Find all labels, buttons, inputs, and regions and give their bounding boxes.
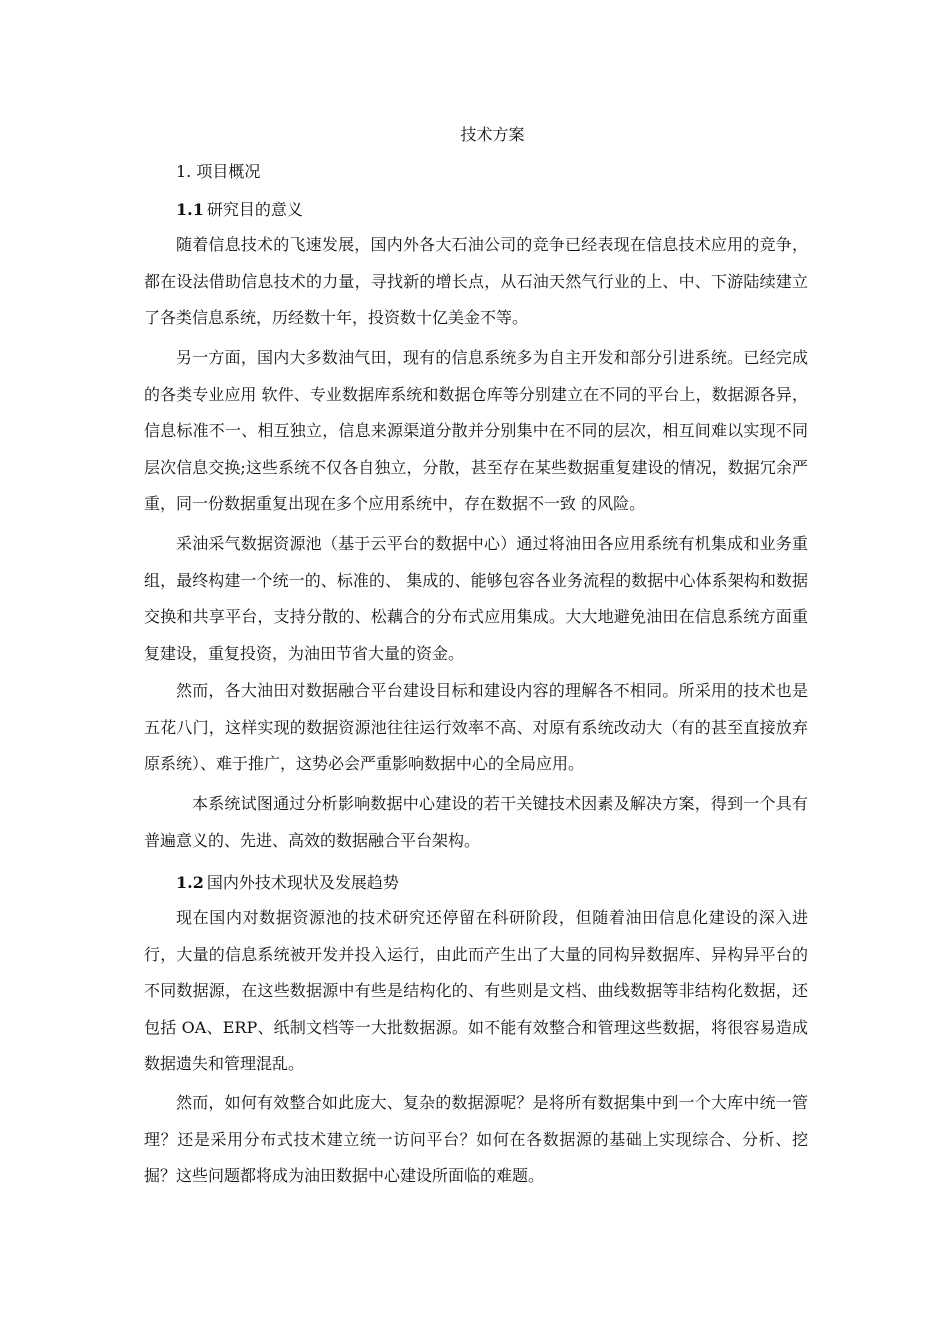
paragraph-1-2-1: 现在国内对数据资源池的技术研究还停留在科研阶段，但随着油田信息化建设的深入进行，大量的信息系统被开发并投入运行，由此而产生出了大量的同构异数据库、异构异平台的不同数据源，在这些数据源中有些是结构化的、有些则是文档、曲线数据等非结构化数据，还包括 OA、ERP、纸制文档等一大批数据源。如不能有效整合和管理这些数据，将很容易造成数据遗失和管理混乱。 bbox=[144, 908, 808, 1073]
paragraph-1-2-2: 然而，如何有效整合如此庞大、复杂的数据源呢？是将所有数据集中到一个大库中统一管理？还是采用分布式技术建立统一访问平台？如何在各数据源的基础上实现综合、分析、挖掘？这些问题都将成为油田数据中心建设所面临的难题。 bbox=[144, 1093, 808, 1185]
paragraph-1-1-4: 然而，各大油田对数据融合平台建设目标和建设内容的理解各不相同。所采用的技术也是五花八门，这样实现的数据资源池往往运行效率不高、对原有系统改动大（有的甚至直接放弃原系统）、难于推广，这势必会严重影响数据中心的全局应用。 bbox=[144, 681, 808, 773]
section-1-2-number: 1.2 bbox=[176, 873, 204, 892]
paragraph-1-1-2: 另一方面，国内大多数油气田，现有的信息系统多为自主开发和部分引进系统。已经完成的各类专业应用 软件、专业数据库系统和数据仓库等分别建立在不同的平台上，数据源各异，信息标准不一、相互独立，信息来源渠道分散并分别集中在不同的层次，相互间难以实现不同层次信息交换;这些系统不仅各自独立，分散，甚至存在某些数据重复建设的情况，数据冗余严重，同一份数据重复出现在多个应用系统中，存在数据不一致 的风险。 bbox=[144, 348, 808, 513]
section-1-2-heading bbox=[176, 871, 399, 895]
section-1-2-title: 国内外技术现状及发展趋势 bbox=[206, 873, 399, 892]
section-1-1-heading bbox=[176, 198, 303, 222]
section-1-heading: 1. 项目概况 bbox=[176, 162, 261, 181]
paragraph-1-1-5: 本系统试图通过分析影响数据中心建设的若干关键技术因素及解决方案，得到一个具有普遍意义的、先进、高效的数据融合平台架构。 bbox=[144, 794, 808, 850]
document-title: 技术方案 bbox=[460, 125, 525, 144]
section-1-1-title: 研究目的意义 bbox=[206, 200, 303, 219]
section-1-1-number: 1.1 bbox=[176, 200, 204, 219]
paragraph-1-1-1: 随着信息技术的飞速发展，国内外各大石油公司的竞争已经表现在信息技术应用的竞争，都在设法借助信息技术的力量，寻找新的增长点，从石油天然气行业的上、中、下游陆续建立了各类信息系统，历经数十年，投资数十亿美金不等。 bbox=[144, 235, 808, 327]
paragraph-1-1-3: 采油采气数据资源池（基于云平台的数据中心）通过将油田各应用系统有机集成和业务重组，最终构建一个统一的、标准的、 集成的、能够包容各业务流程的数据中心体系架构和数据交换和共享平台，支持分散的、松藕合的分布式应用集成。大大地避免油田在信息系统方面重复建设，重复投资，为油田节省大量的资金。 bbox=[144, 534, 808, 663]
